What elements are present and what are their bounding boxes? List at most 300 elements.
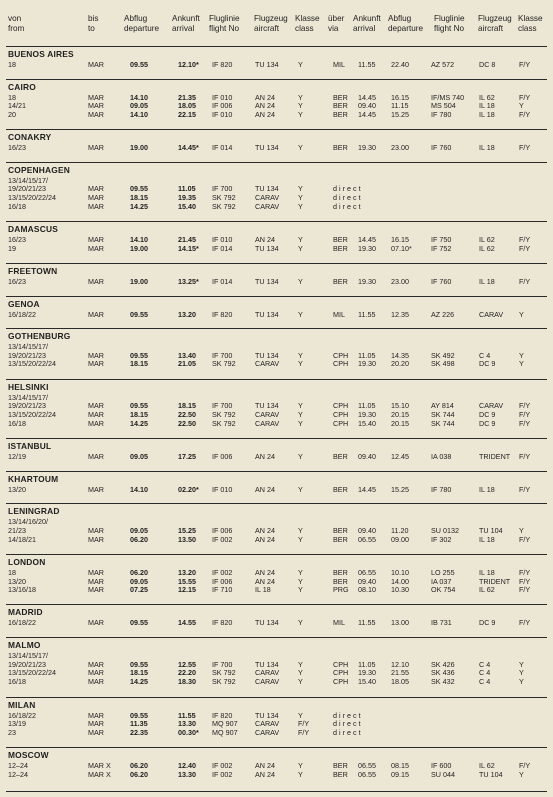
cell-fl2: SK 744 — [431, 409, 455, 419]
cell-fl: IF 700 — [212, 659, 233, 669]
cell-days: 13/15/20/22/24 — [8, 359, 56, 369]
cell-dep: 14.10 — [130, 484, 148, 494]
cell-cl2: F/Y — [519, 92, 531, 102]
cell-to: MAR — [88, 418, 104, 428]
cell-fl: SK 792 — [212, 409, 236, 419]
cell-arr: 00.30* — [178, 727, 199, 737]
cell-days: 13/14/15/17/ — [8, 651, 48, 661]
cell-dep2: 14.00 — [391, 576, 409, 586]
cell-dep2: 12.10 — [391, 659, 409, 669]
cell-cl: Y — [298, 276, 303, 286]
cell-ac2: IL 18 — [479, 143, 495, 153]
cell-cl2: F/Y — [519, 409, 531, 419]
cell-arr: 22.50 — [178, 418, 196, 428]
cell-ac: AN 24 — [255, 235, 275, 245]
cell-ac2: DC 9 — [479, 409, 496, 419]
cell-fl2: IF 600 — [431, 761, 452, 770]
flight-row — [6, 144, 547, 153]
cell-to: MAR — [88, 109, 104, 119]
cell-arr: 13.20 — [178, 309, 196, 319]
cell-cl: Y — [298, 60, 303, 69]
cell-via: CPH — [333, 409, 349, 419]
cell-ac2: DC 9 — [479, 618, 496, 628]
cell-dep: 19.00 — [130, 276, 148, 286]
cell-arr: 22.20 — [178, 668, 196, 678]
cell-days: 12/19 — [8, 452, 26, 462]
cell-cl2: F/Y — [519, 484, 531, 494]
flight-row — [6, 111, 547, 120]
cell-fl2: IF 760 — [431, 276, 452, 286]
destination-city: MALMO — [8, 640, 41, 651]
cell-cl: Y — [298, 184, 303, 194]
destination-city: MADRID — [8, 607, 43, 618]
cell-cl2: Y — [519, 668, 524, 678]
cell-dep2: 07.10* — [391, 243, 412, 253]
cell-fl2: IF 302 — [431, 534, 452, 544]
cell-via: BER — [333, 143, 348, 153]
cell-cl: Y — [298, 526, 303, 536]
cell-days: 18 — [8, 567, 16, 577]
cell-ac2: C 4 — [479, 350, 491, 360]
cell-ac: AN 24 — [255, 534, 275, 544]
cell-arr: 13.20 — [178, 567, 196, 577]
cell-cl: Y — [298, 761, 303, 770]
cell-fl2: IF 760 — [431, 143, 452, 153]
cell-arr: 02.20* — [178, 484, 199, 494]
cell-cl2: F/Y — [519, 60, 531, 69]
cell-to: MAR — [88, 534, 104, 544]
cell-fl: IF 820 — [212, 710, 233, 720]
cell-cl: F/Y — [298, 719, 310, 729]
cell-ac2: IL 18 — [479, 567, 495, 577]
cell-fl: IF 010 — [212, 92, 233, 102]
cell-cl: Y — [298, 401, 303, 411]
cell-ac: TU 134 — [255, 309, 279, 319]
cell-cl: Y — [298, 576, 303, 586]
cell-via: d i r e c t — [333, 727, 361, 737]
cell-cl2: F/Y — [519, 452, 531, 462]
header-departure2: Abflug departure — [388, 14, 424, 33]
cell-via: BER — [333, 452, 348, 462]
cell-cl2: F/Y — [519, 143, 531, 153]
cell-fl: IF 700 — [212, 350, 233, 360]
cell-via: d i r e c t — [333, 201, 361, 211]
cell-days: 19/20/21/23 — [8, 350, 46, 360]
cell-ac2: IL 62 — [479, 92, 495, 102]
destination-city: LONDON — [8, 556, 46, 567]
cell-dep2: 12.45 — [391, 452, 409, 462]
cell-fl2: AZ 226 — [431, 309, 455, 319]
cell-fl: IF 002 — [212, 534, 233, 544]
cell-to: MAR — [88, 676, 104, 686]
cell-cl: Y — [298, 418, 303, 428]
cell-days: 13/20 — [8, 484, 26, 494]
cell-fl2: SU 0132 — [431, 526, 459, 536]
cell-ac2: IL 62 — [479, 235, 495, 245]
destination-city: CONAKRY — [8, 132, 52, 143]
cell-via: PRG — [333, 585, 349, 595]
cell-ac: AN 24 — [255, 769, 275, 779]
cell-dep: 22.35 — [130, 727, 148, 737]
cell-fl: IF 014 — [212, 143, 233, 153]
cell-cl2: F/Y — [519, 567, 531, 577]
cell-dep2: 16.15 — [391, 92, 409, 102]
cell-fl2: AZ 572 — [431, 60, 455, 69]
cell-ac2: DC 9 — [479, 418, 496, 428]
cell-dep2: 13.00 — [391, 618, 409, 628]
destination-city: GOTHENBURG — [8, 331, 71, 342]
header-flight2: Fluglinie flight No — [434, 14, 465, 33]
cell-via: BER — [333, 243, 348, 253]
cell-dep2: 09.00 — [391, 534, 409, 544]
cell-arr2: 11.05 — [358, 659, 376, 669]
cell-days: 19 — [8, 243, 16, 253]
cell-arr: 18.30 — [178, 676, 196, 686]
cell-arr: 14.55 — [178, 618, 196, 628]
flight-row — [6, 586, 547, 595]
cell-fl2: SK 498 — [431, 359, 455, 369]
cell-cl: Y — [298, 659, 303, 669]
destination-block — [6, 79, 547, 129]
cell-cl2: F/Y — [519, 401, 531, 411]
cell-fl: SK 792 — [212, 359, 236, 369]
cell-fl2: MS 504 — [431, 101, 456, 111]
cell-ac: CARAV — [255, 668, 280, 678]
cell-ac: AN 24 — [255, 452, 275, 462]
cell-arr: 12.10* — [178, 60, 199, 69]
cell-cl: Y — [298, 567, 303, 577]
cell-fl2: IF 752 — [431, 243, 452, 253]
cell-ac: AN 24 — [255, 101, 275, 111]
cell-cl2: F/Y — [519, 761, 531, 770]
destination-block — [6, 697, 547, 747]
cell-arr2: 09.40 — [358, 101, 376, 111]
cell-ac: AN 24 — [255, 109, 275, 119]
cell-days: 13/19 — [8, 719, 26, 729]
cell-arr2: 19.30 — [358, 409, 376, 419]
cell-dep: 09.55 — [130, 60, 148, 69]
cell-arr: 13.30 — [178, 719, 196, 729]
cell-arr: 11.55 — [178, 710, 196, 720]
cell-via: d i r e c t — [333, 184, 361, 194]
cell-fl2: SK 426 — [431, 659, 455, 669]
cell-to: MAR — [88, 484, 104, 494]
cell-to: MAR — [88, 585, 104, 595]
destination-block — [6, 296, 547, 329]
cell-cl2: Y — [519, 676, 524, 686]
cell-arr: 12.40 — [178, 761, 196, 770]
cell-days: 19/20/21/23 — [8, 401, 46, 411]
cell-to: MAR — [88, 143, 104, 153]
cell-cl: Y — [298, 235, 303, 245]
cell-arr: 21.45 — [178, 235, 196, 245]
cell-dep: 09.55 — [130, 618, 148, 628]
destination-city: CAIRO — [8, 81, 36, 92]
cell-cl2: F/Y — [519, 585, 531, 595]
cell-days: 21/23 — [8, 526, 26, 536]
cell-cl: Y — [298, 92, 303, 102]
cell-fl: IF 014 — [212, 276, 233, 286]
cell-fl: IF 002 — [212, 761, 233, 770]
cell-days: 12–24 — [8, 761, 28, 770]
cell-days: 13/15/20/22/24 — [8, 668, 56, 678]
cell-ac: IL 18 — [255, 585, 271, 595]
cell-days: 18 — [8, 60, 16, 69]
cell-fl: IF 820 — [212, 618, 233, 628]
destination-block — [6, 637, 547, 696]
header-aircraft2: Flugzeug aircraft — [478, 14, 512, 33]
cell-ac: AN 24 — [255, 484, 275, 494]
cell-arr2: 11.05 — [358, 350, 376, 360]
cell-arr2: 11.55 — [358, 60, 376, 69]
cell-dep: 06.20 — [130, 761, 148, 770]
cell-dep2: 12.35 — [391, 309, 409, 319]
cell-to: MAR — [88, 92, 104, 102]
cell-dep: 09.55 — [130, 309, 148, 319]
cell-days: 13/14/15/17/ — [8, 342, 48, 352]
destination-block — [6, 46, 547, 79]
cell-via: BER — [333, 534, 348, 544]
cell-fl: IF 002 — [212, 567, 233, 577]
destination-city: MOSCOW — [8, 750, 49, 760]
flight-row — [6, 311, 547, 320]
cell-fl: SK 792 — [212, 201, 236, 211]
header-to: bis to — [88, 14, 99, 33]
cell-via: BER — [333, 526, 348, 536]
cell-via: BER — [333, 109, 348, 119]
cell-arr: 19.35 — [178, 193, 196, 203]
cell-cl: Y — [298, 618, 303, 628]
cell-days: 16/18 — [8, 201, 26, 211]
flight-row — [6, 453, 547, 462]
cell-cl2: Y — [519, 359, 524, 369]
cell-fl: SK 792 — [212, 676, 236, 686]
cell-dep: 19.00 — [130, 143, 148, 153]
cell-arr2: 19.30 — [358, 243, 376, 253]
cell-arr: 22.15 — [178, 109, 196, 119]
cell-arr: 12.15 — [178, 585, 196, 595]
cell-via: BER — [333, 92, 348, 102]
cell-ac2: IL 18 — [479, 484, 495, 494]
cell-fl: IF 014 — [212, 243, 233, 253]
cell-to: MAR — [88, 618, 104, 628]
cell-cl: Y — [298, 350, 303, 360]
cell-fl: IF 006 — [212, 576, 233, 586]
cell-arr: 21.05 — [178, 359, 196, 369]
cell-ac2: IL 18 — [479, 534, 495, 544]
cell-arr: 14.45* — [178, 143, 199, 153]
cell-ac2: IL 18 — [479, 109, 495, 119]
cell-via: MIL — [333, 60, 345, 69]
destination-city: FREETOWN — [8, 265, 58, 276]
cell-to: MAR — [88, 276, 104, 286]
header-flight: Fluglinie flight No — [209, 14, 240, 33]
cell-ac: CARAV — [255, 193, 280, 203]
cell-dep2: 14.35 — [391, 350, 409, 360]
cell-ac2: IL 18 — [479, 101, 495, 111]
cell-cl: Y — [298, 484, 303, 494]
flight-row — [6, 771, 547, 780]
cell-arr2: 06.55 — [358, 567, 376, 577]
cell-cl2: F/Y — [519, 618, 531, 628]
cell-dep: 14.25 — [130, 418, 148, 428]
destination-city: BUENOS AIRES — [8, 49, 74, 59]
flight-row — [6, 536, 547, 545]
cell-ac2: DC 8 — [479, 60, 496, 69]
cell-fl2: SK 744 — [431, 418, 455, 428]
cell-arr: 15.25 — [178, 526, 196, 536]
cell-days: 13/15/20/22/24 — [8, 409, 56, 419]
cell-cl2: Y — [519, 659, 524, 669]
cell-via: CPH — [333, 676, 349, 686]
cell-dep: 14.10 — [130, 235, 148, 245]
flight-row — [6, 278, 547, 287]
cell-via: CPH — [333, 359, 349, 369]
cell-days: 13/16/18 — [8, 585, 36, 595]
cell-fl2: IA 038 — [431, 452, 452, 462]
cell-dep: 06.20 — [130, 567, 148, 577]
cell-arr2: 14.45 — [358, 484, 376, 494]
cell-fl: IF 002 — [212, 769, 233, 779]
cell-to: MAR X — [88, 769, 111, 779]
cell-to: MAR — [88, 309, 104, 319]
cell-ac2: C 4 — [479, 659, 491, 669]
cell-fl2: IA 037 — [431, 576, 452, 586]
cell-fl: MQ 907 — [212, 727, 238, 737]
cell-fl: IF 006 — [212, 526, 233, 536]
cell-ac: TU 134 — [255, 710, 279, 720]
destination-list — [6, 46, 547, 791]
cell-dep: 09.55 — [130, 350, 148, 360]
cell-dep: 19.00 — [130, 243, 148, 253]
cell-ac: CARAV — [255, 201, 280, 211]
cell-fl2: LO 255 — [431, 567, 455, 577]
cell-ac: TU 134 — [255, 243, 279, 253]
cell-fl2: SK 432 — [431, 676, 455, 686]
cell-dep2: 09.15 — [391, 769, 409, 779]
destination-city: DAMASCUS — [8, 224, 58, 235]
destination-city: GENOA — [8, 298, 40, 309]
header-from: von from — [8, 14, 25, 33]
cell-dep: 11.35 — [130, 719, 148, 729]
flight-row — [6, 61, 547, 70]
cell-days: 13/14/15/17/ — [8, 392, 48, 402]
cell-dep: 14.10 — [130, 92, 148, 102]
cell-days: 16/23 — [8, 276, 26, 286]
header-aircraft: Flugzeug aircraft — [254, 14, 288, 33]
cell-dep2: 08.15 — [391, 761, 409, 770]
cell-to: MAR — [88, 201, 104, 211]
destination-block — [6, 604, 547, 637]
cell-cl2: F/Y — [519, 576, 531, 586]
cell-arr2: 19.30 — [358, 276, 376, 286]
cell-ac: CARAV — [255, 418, 280, 428]
cell-arr: 15.40 — [178, 201, 196, 211]
destination-city: LENINGRAD — [8, 506, 60, 517]
cell-cl: Y — [298, 101, 303, 111]
cell-dep: 06.20 — [130, 769, 148, 779]
cell-fl2: IF 780 — [431, 484, 452, 494]
flight-row — [6, 678, 547, 687]
cell-dep2: 11.20 — [391, 526, 409, 536]
cell-ac2: TU 104 — [479, 526, 503, 536]
cell-arr: 12.55 — [178, 659, 196, 669]
cell-via: CPH — [333, 350, 349, 360]
cell-to: MAR X — [88, 761, 111, 770]
cell-arr: 21.35 — [178, 92, 196, 102]
cell-to: MAR — [88, 452, 104, 462]
destination-block — [6, 438, 547, 471]
cell-fl: IF 700 — [212, 184, 233, 194]
cell-ac2: IL 18 — [479, 276, 495, 286]
header-arrival: Ankunft arrival — [172, 14, 200, 33]
cell-cl: Y — [298, 534, 303, 544]
cell-arr2: 14.45 — [358, 235, 376, 245]
cell-dep: 18.15 — [130, 409, 148, 419]
destination-block — [6, 747, 547, 789]
cell-fl: IF 700 — [212, 401, 233, 411]
cell-via: BER — [333, 761, 348, 770]
cell-days: 16/18 — [8, 676, 26, 686]
cell-to: MAR — [88, 576, 104, 586]
cell-via: CPH — [333, 418, 349, 428]
table-header — [6, 8, 547, 44]
cell-arr2: 06.55 — [358, 761, 376, 770]
cell-ac: CARAV — [255, 676, 280, 686]
cell-dep: 09.05 — [130, 526, 148, 536]
cell-fl: IF 820 — [212, 60, 233, 69]
cell-days: 16/18/22 — [8, 618, 36, 628]
cell-to: MAR — [88, 668, 104, 678]
cell-ac2: CARAV — [479, 401, 504, 411]
cell-arr2: 19.30 — [358, 359, 376, 369]
cell-fl: MQ 907 — [212, 719, 238, 729]
cell-fl: IF 010 — [212, 109, 233, 119]
destination-city: ISTANBUL — [8, 441, 52, 452]
cell-dep: 07.25 — [130, 585, 148, 595]
cell-cl: Y — [298, 243, 303, 253]
cell-fl2: IF 750 — [431, 235, 452, 245]
cell-cl2: F/Y — [519, 243, 531, 253]
cell-dep: 09.55 — [130, 710, 148, 720]
cell-cl2: F/Y — [519, 276, 531, 286]
cell-arr2: 11.55 — [358, 618, 376, 628]
cell-cl: Y — [298, 452, 303, 462]
cell-dep2: 20.20 — [391, 359, 409, 369]
cell-via: BER — [333, 235, 348, 245]
cell-cl2: F/Y — [519, 418, 531, 428]
cell-arr: 13.50 — [178, 534, 196, 544]
cell-fl2: IB 731 — [431, 618, 452, 628]
cell-dep: 14.10 — [130, 109, 148, 119]
flight-row — [6, 203, 547, 212]
cell-days: 12–24 — [8, 769, 28, 779]
destination-block — [6, 221, 547, 263]
destination-city: HELSINKI — [8, 381, 49, 392]
cell-dep: 18.15 — [130, 193, 148, 203]
cell-cl: Y — [298, 409, 303, 419]
cell-ac2: C 4 — [479, 676, 491, 686]
flight-row — [6, 360, 547, 369]
cell-fl2: SU 044 — [431, 769, 455, 779]
cell-days: 19/20/21/23 — [8, 184, 46, 194]
flight-row — [6, 729, 547, 738]
header-arrival2: Ankunft arrival — [353, 14, 381, 33]
cell-dep: 09.05 — [130, 452, 148, 462]
cell-ac: TU 134 — [255, 401, 279, 411]
cell-fl: IF 006 — [212, 452, 233, 462]
cell-ac: AN 24 — [255, 526, 275, 536]
